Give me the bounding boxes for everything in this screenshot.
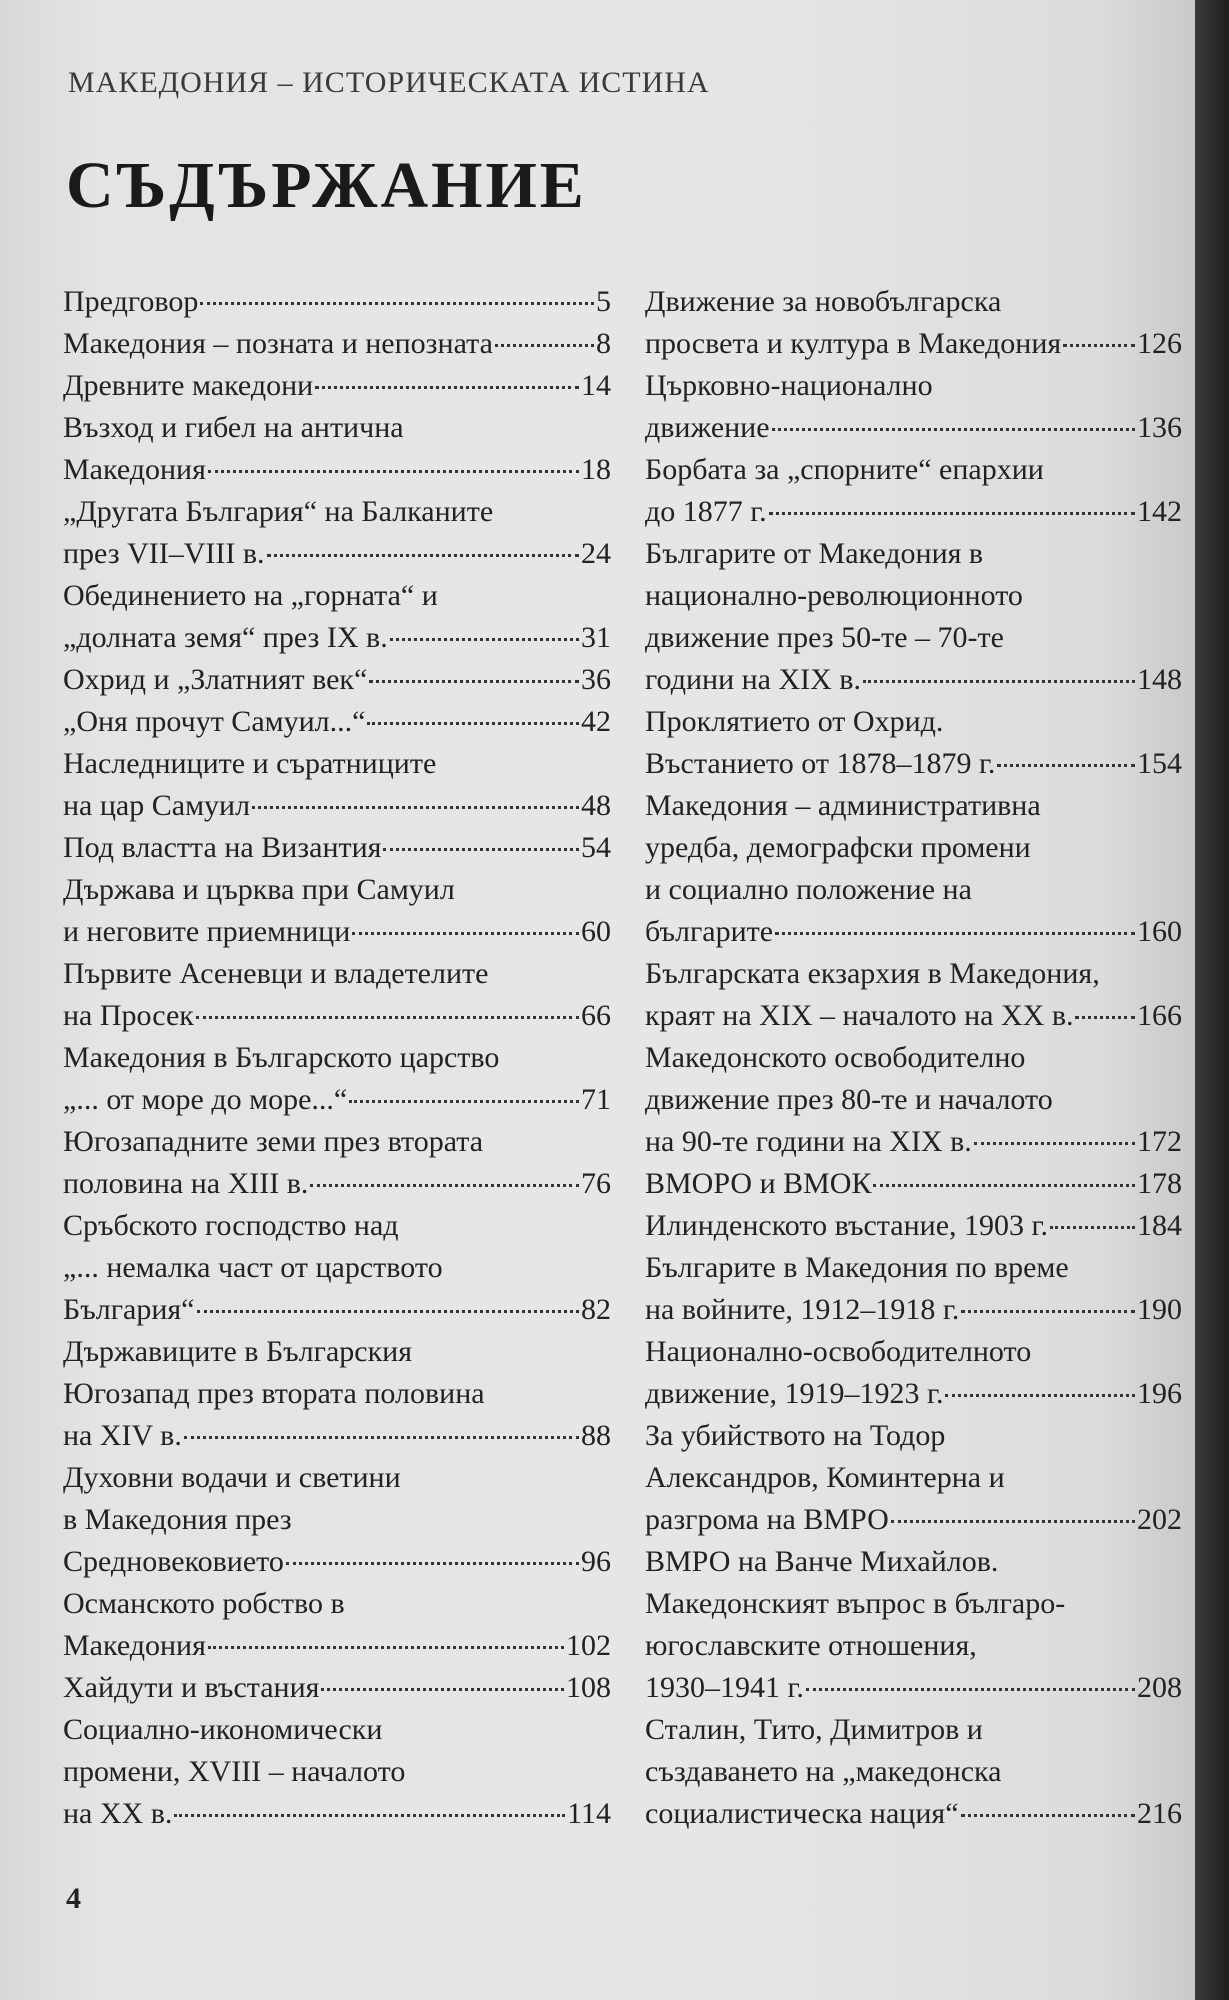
toc-entry-title-line: на Просек: [63, 999, 194, 1032]
dot-leader: [974, 1142, 1135, 1145]
toc-entry-title-line: на XX в.: [63, 1797, 173, 1830]
toc-entry-title-line: Хайдути и въстания: [63, 1671, 320, 1704]
toc-entry-last-line: [63, 827, 611, 869]
toc-entry-last-line: [645, 1163, 1182, 1205]
dot-leader: [267, 554, 579, 557]
toc-entry-title-line: Движение за новобългарска: [645, 285, 1002, 318]
toc-entry-last-line: [63, 701, 611, 743]
toc-entry-page-number: 136: [1137, 411, 1182, 444]
toc-entry-last-line: [63, 1793, 611, 1835]
toc-entry-page-number: 54: [581, 831, 611, 864]
toc-entry: [63, 1037, 611, 1121]
toc-entry: [645, 1541, 1182, 1709]
toc-entry-title-line: Македония в Българското царство: [63, 1041, 500, 1074]
dot-leader: [772, 428, 1135, 431]
toc-entry: [645, 1709, 1182, 1835]
toc-entry-title-line: Държавиците в Българския: [63, 1335, 413, 1368]
toc-entry-title-line: Охрид и „Златният век“: [63, 663, 368, 696]
toc-entry-title-line: Османското робство в: [63, 1587, 345, 1620]
dot-leader: [891, 1520, 1135, 1523]
dot-leader: [997, 764, 1135, 767]
toc-entry-last-line: [63, 365, 611, 407]
toc-entry: [63, 659, 611, 701]
toc-entry-title-line: разгрома на ВМРО: [645, 1503, 889, 1536]
toc-entry: [63, 281, 611, 323]
toc-entry-title-line: половина на XIII в.: [63, 1167, 309, 1200]
toc-entry: [645, 1037, 1182, 1163]
toc-entry-title-line: българите: [645, 915, 774, 948]
toc-entry-title-line: Югозападните земи през втората: [63, 1125, 484, 1158]
toc-entry-page-number: 31: [581, 621, 611, 654]
toc-entry-page-number: 190: [1137, 1293, 1182, 1326]
toc-entry-last-line: [63, 617, 611, 659]
dot-leader: [310, 1184, 579, 1187]
toc-entry-last-line: [63, 659, 611, 701]
dot-leader: [252, 806, 579, 809]
toc-entry-title-line: Наследниците и съратниците: [63, 747, 437, 780]
toc-entry-last-line: [645, 407, 1182, 449]
toc-entry-title-line: „... немалка част от царството: [63, 1251, 443, 1284]
toc-entry-page-number: 18: [581, 453, 611, 486]
toc-entry-page-number: 76: [581, 1167, 611, 1200]
toc-entry-last-line: [63, 1625, 611, 1667]
toc-entry: [63, 575, 611, 659]
toc-entry: [63, 323, 611, 365]
toc-entry-page-number: 36: [581, 663, 611, 696]
dot-leader: [286, 1562, 579, 1565]
toc-entry: [645, 1205, 1182, 1247]
dot-leader: [321, 1688, 564, 1691]
toc-entry-title-line: Македония: [63, 453, 206, 486]
toc-entry: [63, 701, 611, 743]
toc-entry: [645, 701, 1182, 785]
toc-entry-title-line: Сръбското господство над: [63, 1209, 399, 1242]
toc-entry-last-line: [63, 1163, 611, 1205]
toc-entry-title-line: Под властта на Византия: [63, 831, 382, 864]
toc-entry-title-line: Българската екзархия в Македония,: [645, 957, 1100, 990]
toc-entry: [63, 491, 611, 575]
toc-entry: [645, 533, 1182, 701]
toc-entry-title-line: Предговор: [63, 285, 199, 318]
toc-entry-page-number: 8: [596, 327, 611, 360]
toc-entry: [63, 1709, 611, 1835]
toc-entry: [645, 365, 1182, 449]
dot-leader: [349, 1100, 579, 1103]
toc-entry: [645, 785, 1182, 953]
dot-leader: [315, 386, 579, 389]
toc-entry-last-line: [63, 281, 611, 323]
toc-entry-page-number: 96: [581, 1545, 611, 1578]
toc-entry-title-line: Първите Асеневци и владетелите: [63, 957, 489, 990]
toc-entry-title-line: Духовни водачи и светини: [63, 1461, 401, 1494]
toc-entry: [645, 281, 1182, 365]
toc-entry-last-line: [63, 323, 611, 365]
toc-entry-last-line: [645, 1205, 1182, 1247]
toc-entry-last-line: [63, 1079, 611, 1121]
toc-entry: [63, 869, 611, 953]
toc-entry-title-line: Македонският въпрос в българо-: [645, 1587, 1066, 1620]
toc-entry-title-line: и неговите приемници: [63, 915, 351, 948]
toc-entry-title-line: национално-революционното: [645, 579, 1023, 612]
dot-leader: [961, 1310, 1135, 1313]
toc-entry-title-line: на войните, 1912–1918 г.: [645, 1293, 960, 1326]
toc-entry-title-line: ВМОРО и ВМОК: [645, 1167, 872, 1200]
toc-entry-title-line: България“: [63, 1293, 195, 1326]
toc-entry-page-number: 148: [1137, 663, 1182, 696]
toc-entry-title-line: ВМРО на Ванче Михайлов.: [645, 1545, 999, 1578]
dot-leader: [806, 1688, 1135, 1691]
dot-leader: [945, 1394, 1135, 1397]
toc-entry-title-line: до 1877 г.: [645, 495, 767, 528]
toc-entry-title-line: движение: [645, 411, 770, 444]
toc-entry-last-line: [645, 911, 1182, 953]
toc-entry-page-number: 108: [566, 1671, 611, 1704]
toc-entry-page-number: 142: [1137, 495, 1182, 528]
page-number: 4: [66, 1882, 81, 1915]
toc-entry-title-line: За убийството на Тодор: [645, 1419, 946, 1452]
dot-leader: [174, 1814, 565, 1817]
toc-entry-page-number: 5: [596, 285, 611, 318]
toc-entry-last-line: [63, 911, 611, 953]
dot-leader: [352, 932, 579, 935]
toc-entry-title-line: Национално-освободителното: [645, 1335, 1032, 1368]
dot-leader: [775, 932, 1135, 935]
toc-entry-title-line: Средновековието: [63, 1545, 284, 1578]
toc-entry-page-number: 102: [566, 1629, 611, 1662]
toc-entry-title-line: Българите от Македония в: [645, 537, 984, 570]
toc-entry-last-line: [63, 995, 611, 1037]
dot-leader: [208, 1646, 564, 1649]
toc-entry-last-line: [63, 785, 611, 827]
toc-entry-last-line: [63, 1667, 611, 1709]
toc-entry-page-number: 88: [581, 1419, 611, 1452]
toc-entry-page-number: 60: [581, 915, 611, 948]
toc-entry-title-line: Александров, Коминтерна и: [645, 1461, 1005, 1494]
toc-entry-title-line: Държава и църква при Самуил: [63, 873, 455, 906]
toc-entry-title-line: социалистическа нация“: [645, 1797, 959, 1830]
toc-entry-title-line: промени, XVIII – началото: [63, 1755, 406, 1788]
toc-entry: [63, 827, 611, 869]
running-head: МАКЕДОНИЯ – ИСТОРИЧЕСКАТА ИСТИНА: [68, 66, 710, 99]
toc-entry-page-number: 126: [1137, 327, 1182, 360]
toc-entry-title-line: Обединението на „горната“ и: [63, 579, 438, 612]
toc-entry-title-line: Проклятието от Охрид.: [645, 705, 944, 738]
toc-entry-page-number: 24: [581, 537, 611, 570]
dot-leader: [873, 1184, 1135, 1187]
toc-entry-title-line: създаването на „македонска: [645, 1755, 1002, 1788]
toc-entry: [63, 1331, 611, 1457]
toc-entry-title-line: Сталин, Тито, Димитров и: [645, 1713, 983, 1746]
toc-entry: [645, 1331, 1182, 1415]
toc-entry: [645, 953, 1182, 1037]
toc-entry: [645, 1163, 1182, 1205]
toc-entry-last-line: [645, 1121, 1182, 1163]
dot-leader: [196, 1016, 579, 1019]
toc-entry: [63, 407, 611, 491]
toc-entry-title-line: движение през 50-те – 70-те: [645, 621, 1004, 654]
dot-leader: [1075, 1016, 1135, 1019]
toc-entry-page-number: 66: [581, 999, 611, 1032]
toc-entry-page-number: 114: [567, 1797, 611, 1830]
dot-leader: [197, 1310, 580, 1313]
toc-entry-page-number: 178: [1137, 1167, 1182, 1200]
toc-entry-page-number: 208: [1137, 1671, 1182, 1704]
toc-entry-title-line: Въстанието от 1878–1879 г.: [645, 747, 996, 780]
toc-entry-title-line: на 90-те години на XIX в.: [645, 1125, 972, 1158]
toc-entry-page-number: 172: [1137, 1125, 1182, 1158]
toc-entry-title-line: Македонското освободително: [645, 1041, 1026, 1074]
toc-entry-page-number: 196: [1137, 1377, 1182, 1410]
toc-entry: [645, 449, 1182, 533]
dot-leader: [1063, 344, 1135, 347]
toc-entry-title-line: движение през 80-те и началото: [645, 1083, 1053, 1116]
toc-entry: [645, 1247, 1182, 1331]
toc-entry-title-line: уредба, демографски промени: [645, 831, 1031, 864]
toc-entry-last-line: [645, 743, 1182, 785]
toc-entry-last-line: [645, 1793, 1182, 1835]
toc-entry-title-line: Възход и гибел на антична: [63, 411, 404, 444]
toc-entry-title-line: Югозапад през втората половина: [63, 1377, 485, 1410]
toc-entry-title-line: движение, 1919–1923 г.: [645, 1377, 944, 1410]
page-edge: [1195, 0, 1229, 2000]
toc-entry: [63, 953, 611, 1037]
toc-entry-title-line: югославските отношения,: [645, 1629, 977, 1662]
toc-entry-title-line: Социално-икономически: [63, 1713, 383, 1746]
dot-leader: [961, 1814, 1135, 1817]
toc-entry-last-line: [645, 1289, 1182, 1331]
toc-entry: [63, 1457, 611, 1583]
toc-entry: [63, 1667, 611, 1709]
dot-leader: [184, 1436, 579, 1439]
toc-entry-title-line: на цар Самуил: [63, 789, 251, 822]
toc-entry-title-line: Българите в Македония по време: [645, 1251, 1069, 1284]
toc-entry-page-number: 14: [581, 369, 611, 402]
toc-entry-page-number: 184: [1137, 1209, 1182, 1242]
toc-entry-title-line: „долната земя“ през IX в.: [63, 621, 388, 654]
toc-entry-last-line: [63, 1289, 611, 1331]
toc-entry-title-line: 1930–1941 г.: [645, 1671, 804, 1704]
toc-entry-title-line: Църковно-национално: [645, 369, 933, 402]
toc-column-left: [63, 281, 611, 1835]
toc-entry-title-line: „... от море до море...“: [63, 1083, 348, 1116]
toc-entry-page-number: 82: [581, 1293, 611, 1326]
dot-leader: [390, 638, 579, 641]
toc-entry: [63, 1121, 611, 1205]
toc-entry-last-line: [645, 995, 1182, 1037]
toc-entry-title-line: Македония – позната и непозната: [63, 327, 493, 360]
toc-entry-last-line: [645, 491, 1182, 533]
toc-entry-page-number: 48: [581, 789, 611, 822]
toc-entry-title-line: Македония – административна: [645, 789, 1041, 822]
toc-column-right: [645, 281, 1182, 1835]
toc-entry-title-line: в Македония през: [63, 1503, 292, 1536]
toc-entry-last-line: [645, 323, 1182, 365]
dot-leader: [367, 722, 579, 725]
dot-leader: [383, 848, 579, 851]
toc-entry: [63, 1583, 611, 1667]
toc-entry-title-line: Илинденското въстание, 1903 г.: [645, 1209, 1048, 1242]
toc-entry-title-line: просвета и култура в Македония: [645, 327, 1062, 360]
toc-entry-page-number: 160: [1137, 915, 1182, 948]
toc-entry-last-line: [63, 1415, 611, 1457]
dot-leader: [200, 302, 594, 305]
toc-entry-last-line: [645, 1373, 1182, 1415]
toc-entry-title-line: „Оня прочут Самуил...“: [63, 705, 366, 738]
toc-entry: [63, 743, 611, 827]
toc-entry-title-line: „Другата България“ на Балканите: [63, 495, 494, 528]
toc-entry-last-line: [645, 1499, 1182, 1541]
toc-entry-title-line: Древните македони: [63, 369, 314, 402]
dot-leader: [769, 512, 1135, 515]
toc-entry-last-line: [63, 1541, 611, 1583]
dot-leader: [863, 680, 1135, 683]
toc-entry-page-number: 154: [1137, 747, 1182, 780]
toc-entry-title-line: години на XIX в.: [645, 663, 861, 696]
dot-leader: [495, 344, 594, 347]
toc-entry-title-line: на XIV в.: [63, 1419, 182, 1452]
toc-entry-page-number: 166: [1137, 999, 1182, 1032]
toc-entry-page-number: 42: [581, 705, 611, 738]
toc-entry-title-line: и социално положение на: [645, 873, 972, 906]
dot-leader: [369, 680, 579, 683]
toc-entry-last-line: [645, 1667, 1182, 1709]
toc-entry-page-number: 202: [1137, 1503, 1182, 1536]
page-title: СЪДЪРЖАНИЕ: [66, 149, 587, 222]
dot-leader: [208, 470, 579, 473]
toc-entry: [645, 1415, 1182, 1541]
toc-entry-title-line: Македония: [63, 1629, 206, 1662]
toc-entry-last-line: [63, 449, 611, 491]
toc-entry-title-line: Борбата за „спорните“ епархии: [645, 453, 1044, 486]
toc-entry: [63, 365, 611, 407]
toc-entry: [63, 1205, 611, 1331]
dot-leader: [1050, 1226, 1135, 1229]
toc-entry-last-line: [63, 533, 611, 575]
toc-entry-last-line: [645, 659, 1182, 701]
toc-entry-title-line: през VII–VIII в.: [63, 537, 265, 570]
toc-entry-page-number: 71: [581, 1083, 611, 1116]
toc-entry-title-line: краят на XIX – началото на XX в.: [645, 999, 1074, 1032]
toc-entry-page-number: 216: [1137, 1797, 1182, 1830]
